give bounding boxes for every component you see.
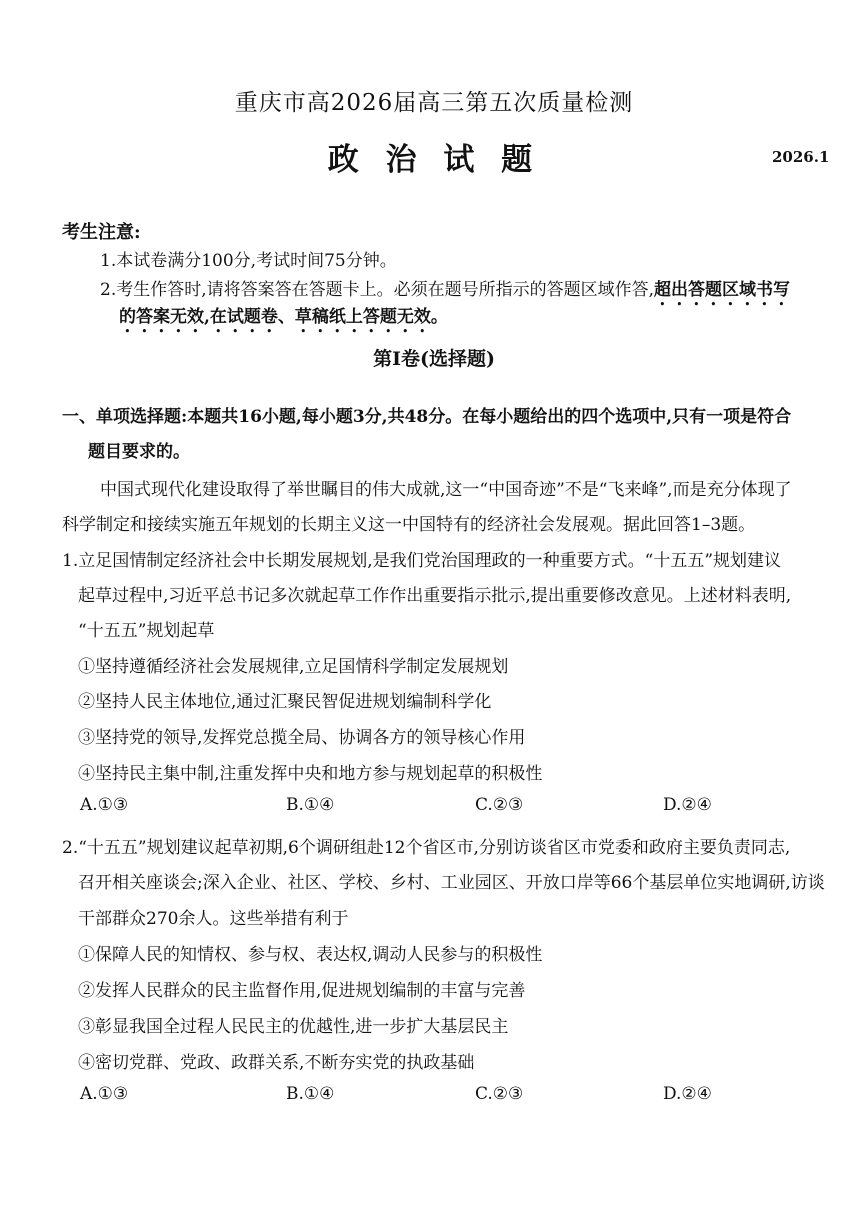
q2-item-3: ③彰显我国全过程人民民主的优越性,进一步扩大基层民主 [78, 1017, 509, 1037]
part-heading-line2: 题目要求的。 [88, 442, 190, 462]
section-title: 第Ⅰ卷(选择题) [373, 348, 495, 370]
material-line1: 中国式现代化建设取得了举世瞩目的伟大成就,这一“中国奇迹”不是“飞来峰”,而是充分体现了 [100, 480, 792, 500]
q1-option-c[interactable]: C.②③ [475, 795, 524, 815]
q2-item-4: ④密切党群、党政、政群关系,不断夯实党的执政基础 [78, 1053, 475, 1073]
subject-title: 政 治 试 题 [327, 142, 541, 178]
material-line2: 科学制定和接续实施五年规划的长期主义这一中国特有的经济社会发展观。据此回答1–3题。 [62, 515, 756, 535]
q1-item-1: ①坚持遵循经济社会发展规律,立足国情科学制定发展规划 [78, 657, 509, 677]
q1-item-4: ④坚持民主集中制,注重发挥中央和地方参与规划起草的积极性 [78, 764, 543, 784]
notice-item-2-text: 2.考生作答时,请将答案答在答题卡上。必须在题号所指示的答题区域作答, [100, 280, 655, 300]
q1-stem-line2: 起草过程中,习近平总书记多次就起草工作作出重要指示批示,提出重要修改意见。上述材料表明, [78, 586, 792, 606]
q2-stem-line2: 召开相关座谈会;深入企业、社区、学校、乡村、工业园区、开放口岸等66个基层单位实地调研,访谈 [78, 873, 825, 893]
q1-option-b[interactable]: B.①④ [286, 795, 335, 815]
q2-item-2: ②发挥人民群众的民主监督作用,促进规划编制的丰富与完善 [78, 981, 526, 1001]
q1-stem-line1: 1.立足国情制定经济社会中长期发展规划,是我们党治国理政的一种重要方式。“十五五”规划建议 [62, 551, 782, 571]
q2-stem-line1: 2.“十五五”规划建议起草初期,6个调研组赴12个省区市,分别访谈省区市党委和政府主要负责同志, [62, 838, 791, 858]
q2-option-a[interactable]: A.①③ [80, 1084, 129, 1104]
q1-option-a[interactable]: A.①③ [80, 795, 129, 815]
q1-stem-line3: “十五五”规划起草 [78, 621, 215, 641]
q2-stem-line3: 干部群众270余人。这些举措有利于 [78, 909, 349, 929]
part-heading-line1: 一、单项选择题:本题共16小题,每小题3分,共48分。在每小题给出的四个选项中,只有一项是符合 [62, 407, 792, 427]
exam-title: 重庆市高2026届高三第五次质量检测 [234, 90, 634, 116]
notice-title: 考生注意: [62, 222, 141, 243]
q2-option-b[interactable]: B.①④ [286, 1084, 335, 1104]
q2-item-1: ①保障人民的知情权、参与权、表达权,调动人民参与的积极性 [78, 945, 543, 965]
notice-item-2-emphasis: 超出答题区域书写 [654, 280, 791, 300]
q2-option-d[interactable]: D.②④ [663, 1084, 712, 1104]
q2-option-c[interactable]: C.②③ [475, 1084, 524, 1104]
notice-item-1: 1.本试卷满分100分,考试时间75分钟。 [100, 251, 397, 271]
q1-option-d[interactable]: D.②④ [663, 795, 712, 815]
exam-date: 2026.1 [772, 148, 830, 166]
q1-item-3: ③坚持党的领导,发挥党总揽全局、协调各方的领导核心作用 [78, 728, 526, 748]
notice-item-2-emphasis-cont: 的答案无效,在试题卷、草稿纸上答题无效。 [119, 307, 448, 327]
q1-item-2: ②坚持人民主体地位,通过汇聚民智促进规划编制科学化 [78, 692, 492, 712]
